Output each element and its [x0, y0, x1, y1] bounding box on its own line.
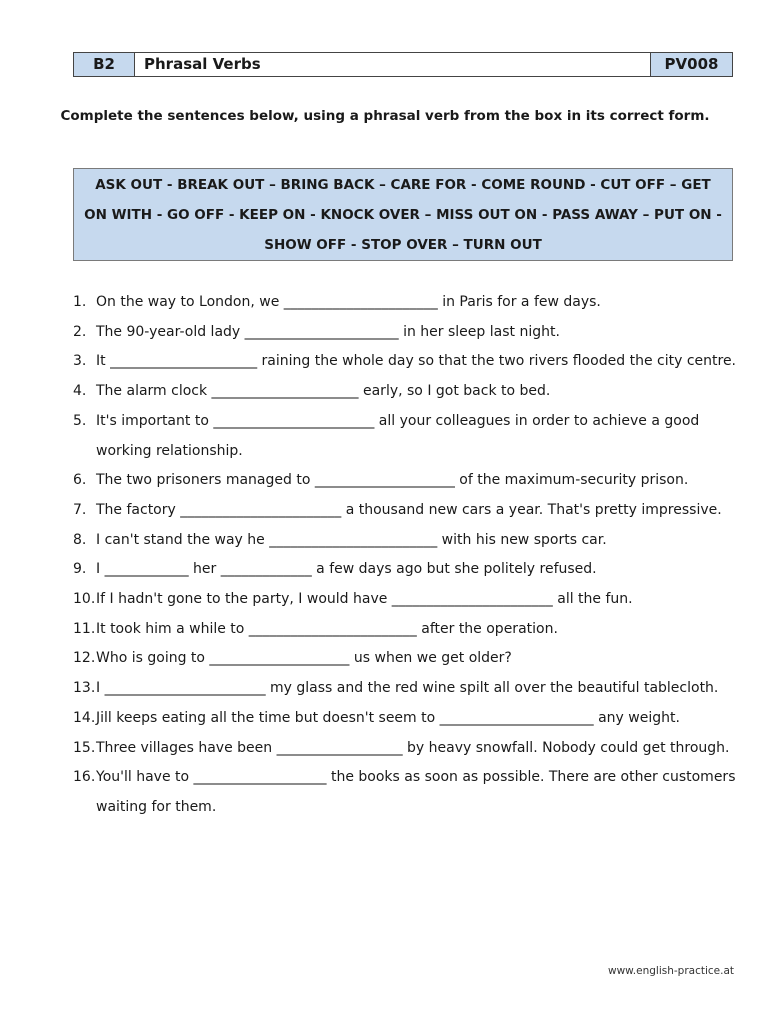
item-sentence: I _______________________ my glass and the red wine spilt all over the beautiful tablecloth. [96, 680, 719, 697]
exercise-item [73, 704, 743, 734]
exercise-item [73, 496, 743, 526]
level-label: B2 [74, 53, 135, 76]
item-number: 6. [73, 472, 87, 489]
item-sentence: The two prisoners managed to ____________________ of the maximum-security prison. [96, 472, 689, 489]
exercise-item [73, 555, 743, 585]
phrasal-verb-list: ASK OUT - BREAK OUT – BRING BACK – CARE FOR - COME ROUND - CUT OFF – GET ON WITH - GO OFF - KEEP ON - KNOCK OVER – MISS OUT ON - PASS AWAY – PUT ON - SHOW OFF - STOP OVER – TURN OUT [84, 176, 722, 253]
phrasal-verb-box [73, 168, 733, 261]
item-number: 7. [73, 501, 87, 518]
worksheet-code: PV008 [651, 53, 732, 76]
item-number: 8. [73, 531, 87, 548]
item-sentence: I can't stand the way he ________________________ with his new sports car. [96, 531, 607, 548]
item-sentence: Three villages have been __________________ by heavy snowfall. Nobody could get through. [96, 739, 730, 756]
item-sentence: I ____________ her _____________ a few days ago but she politely refused. [96, 561, 597, 578]
exercise-item [73, 318, 743, 348]
item-number: 1. [73, 294, 87, 310]
item-number: 5. [73, 412, 87, 429]
item-number: 16. [73, 769, 96, 786]
item-sentence: It took him a while to ________________________ after the operation. [96, 620, 558, 637]
exercise-item [73, 407, 743, 466]
item-sentence: Who is going to ____________________ us when we get older? [96, 650, 512, 667]
exercise-item [73, 615, 743, 645]
item-number: 3. [73, 353, 87, 370]
item-sentence: The 90-year-old lady ______________________ in her sleep last night. [96, 323, 560, 340]
exercise-item [73, 763, 743, 822]
exercise-item [73, 377, 743, 407]
item-sentence: It's important to _______________________ all your colleagues in order to achieve a good working relationship. [96, 412, 700, 459]
item-sentence: On the way to London, we ______________________ in Paris for a few days. [96, 294, 601, 310]
instructions: Complete the sentences below, using a phrasal verb from the box in its correct form. [60, 108, 710, 124]
exercise-item [73, 585, 743, 615]
item-number: 2. [73, 323, 87, 340]
website-footer: www.english-practice.at [607, 965, 734, 977]
worksheet-header [73, 52, 733, 77]
worksheet-title: Phrasal Verbs [135, 53, 651, 76]
item-sentence: You'll have to ___________________ the books as soon as possible. There are other customers waiting for them. [96, 769, 736, 815]
exercise-item [73, 466, 743, 496]
item-number: 13. [73, 680, 96, 697]
item-sentence: It _____________________ raining the whole day so that the two rivers flooded the city centre. [96, 353, 737, 370]
exercise-item [73, 347, 743, 377]
item-number: 10. [73, 591, 96, 608]
exercise-item [73, 734, 743, 764]
exercise-item [73, 644, 743, 674]
item-number: 12. [73, 650, 96, 667]
item-sentence: Jill keeps eating all the time but doesn't seem to ______________________ any weight. [96, 709, 680, 726]
item-sentence: The factory _______________________ a thousand new cars a year. That's pretty impressive. [96, 501, 722, 518]
item-number: 4. [73, 383, 87, 400]
exercise-item [73, 674, 743, 704]
exercise-list [73, 288, 743, 823]
exercise-item [73, 526, 743, 556]
item-sentence: The alarm clock _____________________ early, so I got back to bed. [96, 383, 551, 400]
item-number: 14. [73, 709, 96, 726]
item-number: 11. [73, 620, 96, 637]
exercise-item [73, 288, 743, 318]
item-number: 9. [73, 561, 87, 578]
item-sentence: If I hadn't gone to the party, I would have _______________________ all the fun. [96, 591, 633, 608]
item-number: 15. [73, 739, 96, 756]
